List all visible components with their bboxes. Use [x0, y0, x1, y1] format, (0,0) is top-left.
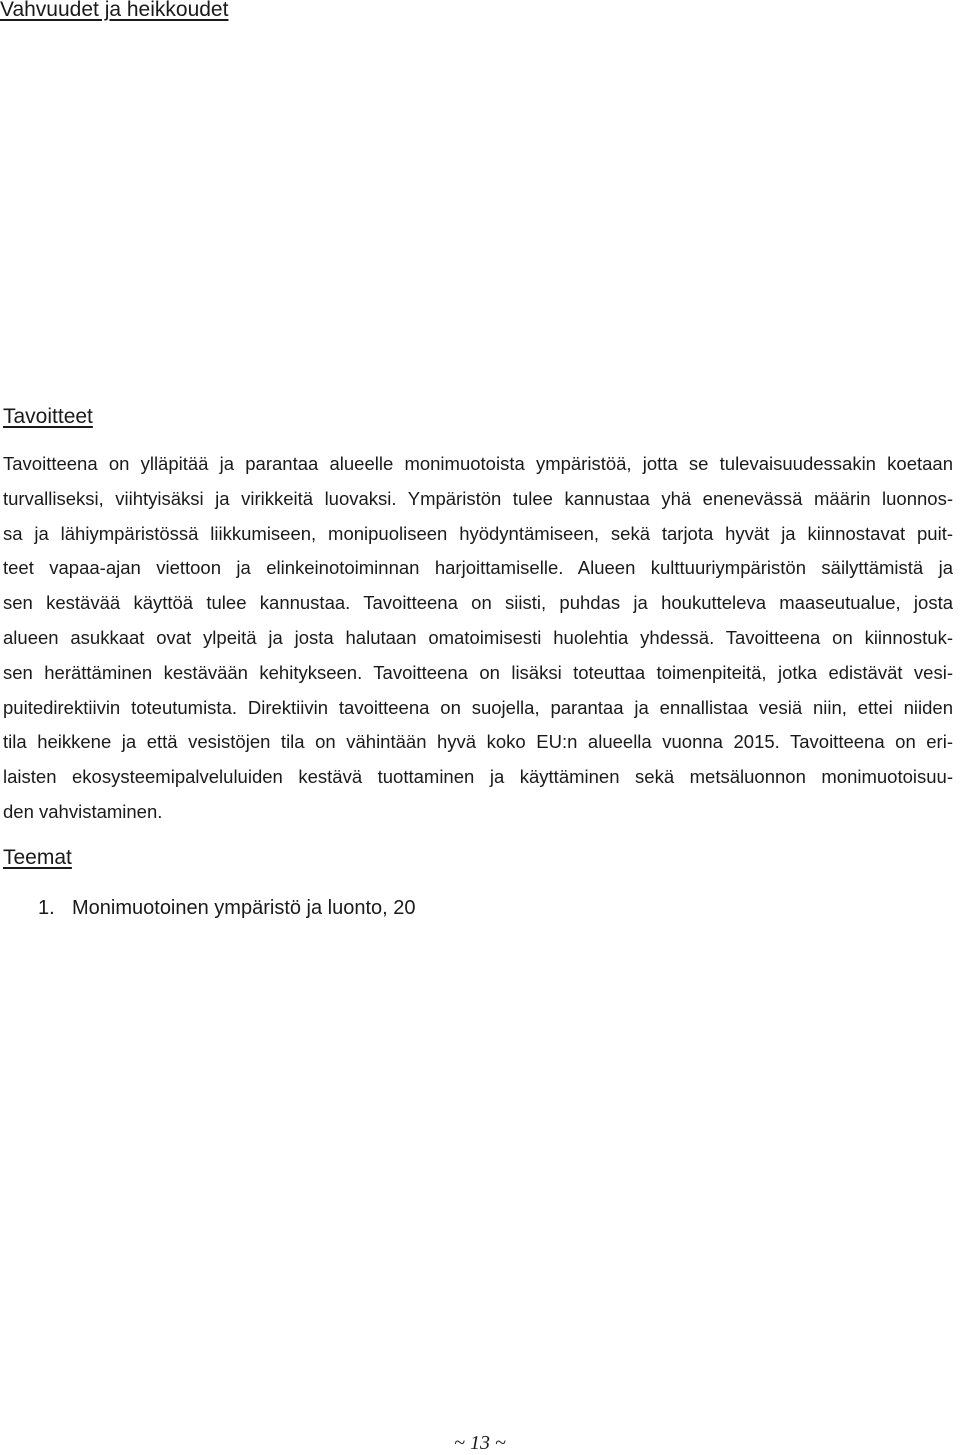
list-item-number: 1. — [38, 897, 55, 919]
paragraph-line: laisten ekosysteemipalveluluiden kestävä tuottaminen ja käyttäminen sekä metsäluonnon monimuotoisuu- — [3, 766, 953, 788]
goals-paragraph — [3, 447, 953, 830]
paragraph-line: tila heikkene ja että vesistöjen tila on vähintään hyvä koko EU:n alueella vuonna 2015. Tavoitteena on eri- — [3, 731, 953, 753]
paragraph-line: turvalliseksi, viihtyisäksi ja virikkeitä luovaksi. Ympäristön tulee kannustaa yhä enenevässä määrin luonnos- — [3, 487, 953, 509]
section-heading-themes: Teemat — [3, 846, 72, 869]
paragraph-line: sa ja lähiympäristössä liikkumiseen, monipuoliseen hyödyntämiseen, sekä tarjota hyvät ja kiinnostavat puit- — [3, 522, 953, 544]
section-heading-strengths-weaknesses: Vahvuudet ja heikkoudet — [0, 0, 229, 21]
paragraph-line: alueen asukkaat ovat ylpeitä ja josta halutaan omatoimisesti huolehtia yhdessä. Tavoitteena on kiinnostuk- — [3, 626, 953, 648]
paragraph-line: Tavoitteena on ylläpitää ja parantaa alueelle monimuotoista ympäristöä, jotta se tulevaisuudessakin koetaan — [3, 453, 953, 474]
paragraph-line: sen kestävää käyttöä tulee kannustaa. Tavoitteena on siisti, puhdas ja houkutteleva maaseutualue, josta — [3, 592, 953, 614]
section-heading-goals: Tavoitteet — [3, 405, 93, 428]
themes-list — [38, 893, 416, 923]
paragraph-line: den vahvistaminen. — [3, 800, 163, 822]
list-item-text: Monimuotoinen ympäristö ja luonto, 20 — [72, 897, 416, 919]
paragraph-line: puitedirektiivin toteutumista. Direktiivin tavoitteena on suojella, parantaa ja ennallistaa vesiä niin, ettei niiden — [3, 696, 953, 718]
page-number: ~ 13 ~ — [454, 1432, 506, 1454]
paragraph-line: sen herättäminen kestävään kehitykseen. Tavoitteena on lisäksi toteuttaa toimenpiteitä, jotka edistävät vesi- — [3, 661, 953, 683]
list-item — [38, 893, 416, 923]
paragraph-line: teet vapaa-ajan viettoon ja elinkeinotoiminnan harjoittamiselle. Alueen kulttuuriympäristön säilyttämistä ja — [3, 557, 953, 579]
